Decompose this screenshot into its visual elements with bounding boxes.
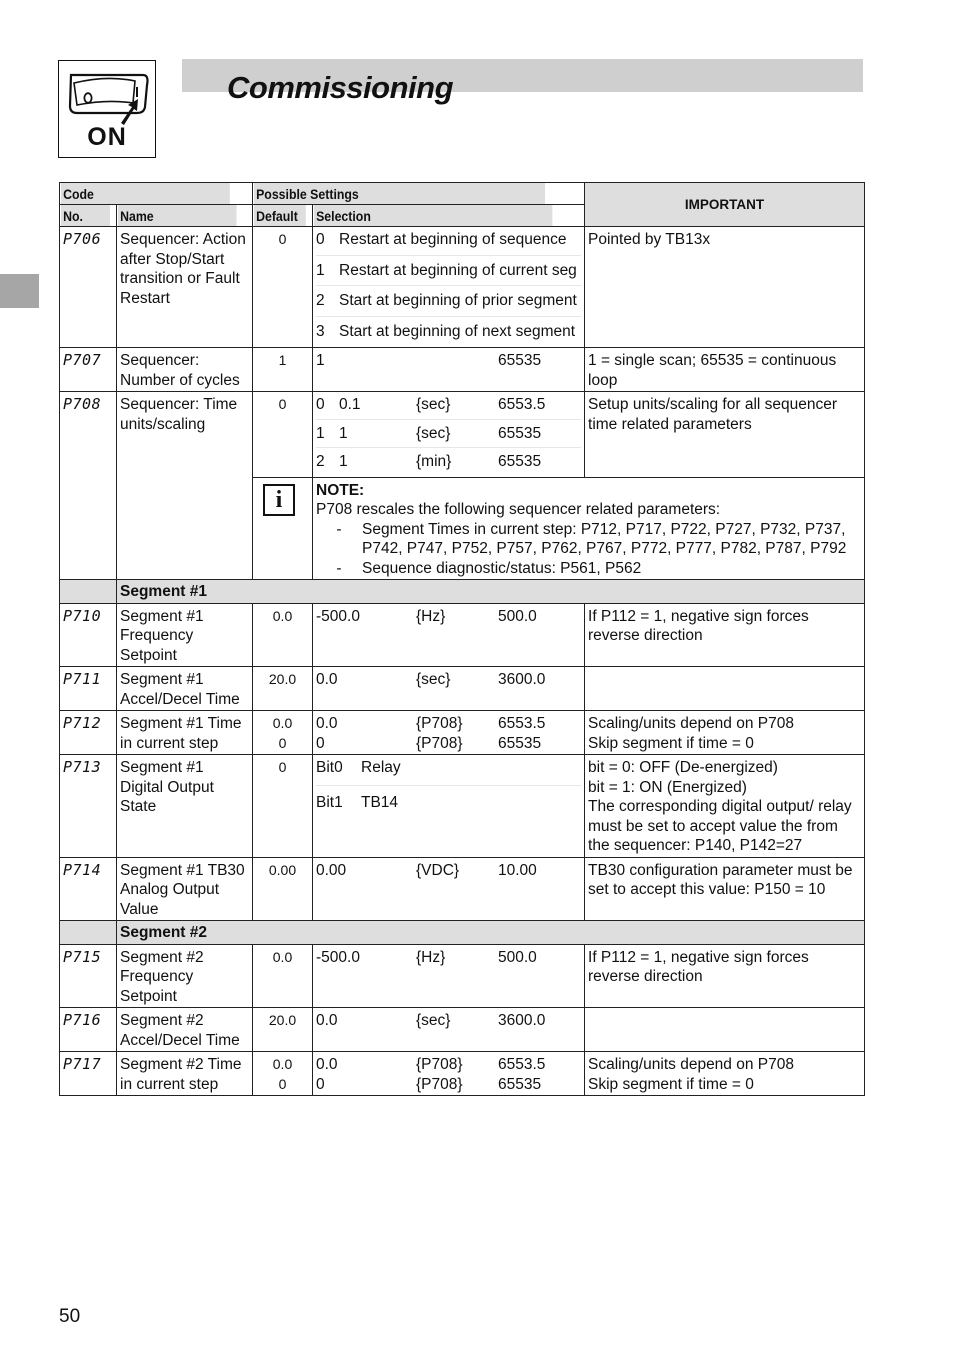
param-code: P706 xyxy=(60,227,117,348)
param-code: P711 xyxy=(60,667,117,711)
param-default: 0 xyxy=(253,755,313,858)
bit-item: Bit1 TB14 xyxy=(316,785,581,820)
param-default: 20.0 xyxy=(253,1008,313,1052)
param-selection xyxy=(313,392,585,478)
param-name: Segment #2 Time in current step xyxy=(117,1052,253,1096)
param-important xyxy=(585,1008,865,1052)
table-row-p707 xyxy=(60,348,865,392)
param-name: Segment #2 Frequency Setpoint xyxy=(117,944,253,1008)
header-name: Name xyxy=(117,205,237,227)
param-default: 0.0 0 xyxy=(253,711,313,755)
param-name: Sequencer: Number of cycles xyxy=(117,348,253,392)
param-code: P715 xyxy=(60,944,117,1008)
range-min: 0.0 xyxy=(316,1012,338,1029)
option-item: 0 0.1 {sec} 6553.5 xyxy=(316,396,546,413)
header-selection: Selection xyxy=(313,205,552,227)
param-important: Scaling/units depend on P708 Skip segment if time = 0 xyxy=(585,711,865,755)
param-name: Segment #1 Accel/Decel Time xyxy=(117,667,253,711)
note-title: NOTE: xyxy=(316,481,365,499)
segment-header-row xyxy=(60,580,865,604)
option-item: 2 Start at beginning of prior segment xyxy=(316,285,581,316)
param-code: P716 xyxy=(60,1008,117,1052)
table-row-p711 xyxy=(60,667,865,711)
table-row-p710 xyxy=(60,603,865,667)
option-item: 0 Restart at beginning of sequence xyxy=(316,231,567,248)
param-code: P714 xyxy=(60,857,117,921)
param-selection xyxy=(313,857,585,921)
table-row-p706 xyxy=(60,227,865,348)
param-name: Segment #1 Digital Output State xyxy=(117,755,253,858)
segment-label: Segment #1 xyxy=(117,580,865,604)
table-row-p713 xyxy=(60,755,865,858)
segment-header-row xyxy=(60,921,865,945)
param-default: 0.0 0 xyxy=(253,1052,313,1096)
param-selection xyxy=(313,944,585,1008)
range-unit: {VDC} xyxy=(416,861,460,879)
range-max: 3600.0 xyxy=(498,1012,546,1029)
note-item: - Sequence diagnostic/status: P561, P562 xyxy=(336,559,642,577)
header-possible-settings: Possible Settings xyxy=(253,183,545,205)
param-default: 0.0 xyxy=(253,603,313,667)
range-unit: {Hz} xyxy=(416,607,446,625)
page-number: 50 xyxy=(59,1306,81,1327)
param-code: P713 xyxy=(60,755,117,858)
param-important: bit = 0: OFF (De-energized) bit = 1: ON (Energized) The corresponding digital output/ relay must be set to accept value the from the sequencer: P140, P142=27 xyxy=(585,755,865,858)
range-max: 10.00 xyxy=(498,861,537,879)
note-list xyxy=(316,520,861,579)
option-item: 2 1 {min} 65535 xyxy=(316,447,581,476)
option-item: 3 Start at beginning of next segment xyxy=(316,316,581,347)
param-important: If P112 = 1, negative sign forces reverse direction xyxy=(585,944,865,1008)
param-important: If P112 = 1, negative sign forces reverse direction xyxy=(585,603,865,667)
range-unit: {Hz} xyxy=(416,948,446,966)
note-intro: P708 rescales the following sequencer related parameters: xyxy=(316,501,721,518)
param-selection xyxy=(313,348,585,392)
table-row-p716 xyxy=(60,1008,865,1052)
param-important: Pointed by TB13x xyxy=(585,227,865,348)
param-default: 20.0 xyxy=(253,667,313,711)
chapter-side-tab xyxy=(0,274,39,308)
range-max: 500.0 xyxy=(498,607,537,625)
table-row-p717 xyxy=(60,1052,865,1096)
param-default: 0 xyxy=(253,392,313,478)
param-default: 0.0 xyxy=(253,944,313,1008)
range-min: 1 xyxy=(316,352,325,369)
param-selection xyxy=(313,603,585,667)
range-min: -500.0 xyxy=(316,607,360,625)
param-important: Setup units/scaling for all sequencer time related parameters xyxy=(585,392,865,478)
param-name: Segment #1 TB30 Analog Output Value xyxy=(117,857,253,921)
range-min: -500.0 xyxy=(316,948,360,966)
param-name: Sequencer: Action after Stop/Start transition or Fault Restart xyxy=(117,227,253,348)
power-switch-logo xyxy=(58,60,156,158)
range-min: 0.00 xyxy=(316,861,347,879)
param-name: Segment #1 Frequency Setpoint xyxy=(117,603,253,667)
param-name: Segment #2 Accel/Decel Time xyxy=(117,1008,253,1052)
param-code: P712 xyxy=(60,711,117,755)
range-max: 3600.0 xyxy=(498,671,546,688)
param-selection xyxy=(313,755,585,858)
header-default: Default xyxy=(253,205,306,227)
param-selection: 0.0 {P708} 6553.5 0 {P708} 65535 xyxy=(313,711,585,755)
param-selection: 0.0 {P708} 6553.5 0 {P708} 65535 xyxy=(313,1052,585,1096)
table-row-p715 xyxy=(60,944,865,1008)
header-important: IMPORTANT xyxy=(585,183,865,227)
segment-label: Segment #2 xyxy=(117,921,865,945)
info-icon: i xyxy=(263,484,295,516)
table-row-p708 xyxy=(60,392,865,478)
param-code: P707 xyxy=(60,348,117,392)
page-title: Commissioning xyxy=(227,70,454,105)
option-item: 1 1 {sec} 65535 xyxy=(316,419,581,448)
header-code: Code xyxy=(60,183,230,205)
range-max: 500.0 xyxy=(498,948,537,966)
range-unit: {sec} xyxy=(416,1012,451,1029)
range-unit: {sec} xyxy=(416,671,451,688)
note-icon-cell xyxy=(253,477,313,580)
param-important: 1 = single scan; 65535 = continuous loop xyxy=(585,348,865,392)
range-max: 65535 xyxy=(498,352,542,369)
table-row-p712 xyxy=(60,711,865,755)
option-item: 1 Restart at beginning of current seg xyxy=(316,255,581,286)
param-selection xyxy=(313,1008,585,1052)
param-code: P708 xyxy=(60,392,117,580)
param-name: Sequencer: Time units/scaling xyxy=(117,392,253,580)
note-block xyxy=(313,477,865,580)
note-item: - Segment Times in current step: P712, P717, P722, P727, P732, P737, P742, P747, P752, P757, P762, P767, P772, P777, P782, P787, P792 xyxy=(336,520,847,557)
table-row-p714 xyxy=(60,857,865,921)
param-important xyxy=(585,667,865,711)
range-min: 0.0 xyxy=(316,671,338,688)
param-default: 1 xyxy=(253,348,313,392)
param-important: TB30 configuration parameter must be set to accept this value: P150 = 10 xyxy=(585,857,865,921)
parameter-table xyxy=(59,182,865,1096)
bit-item: Bit0 Relay xyxy=(316,759,401,776)
header-no: No. xyxy=(60,205,110,227)
param-important: Scaling/units depend on P708 Skip segment if time = 0 xyxy=(585,1052,865,1096)
param-default: 0.00 xyxy=(253,857,313,921)
param-name: Segment #1 Time in current step xyxy=(117,711,253,755)
param-code: P717 xyxy=(60,1052,117,1096)
param-default: 0 xyxy=(253,227,313,348)
logo-on-text: ON xyxy=(87,123,127,151)
param-selection xyxy=(313,227,585,348)
param-selection xyxy=(313,667,585,711)
param-code: P710 xyxy=(60,603,117,667)
